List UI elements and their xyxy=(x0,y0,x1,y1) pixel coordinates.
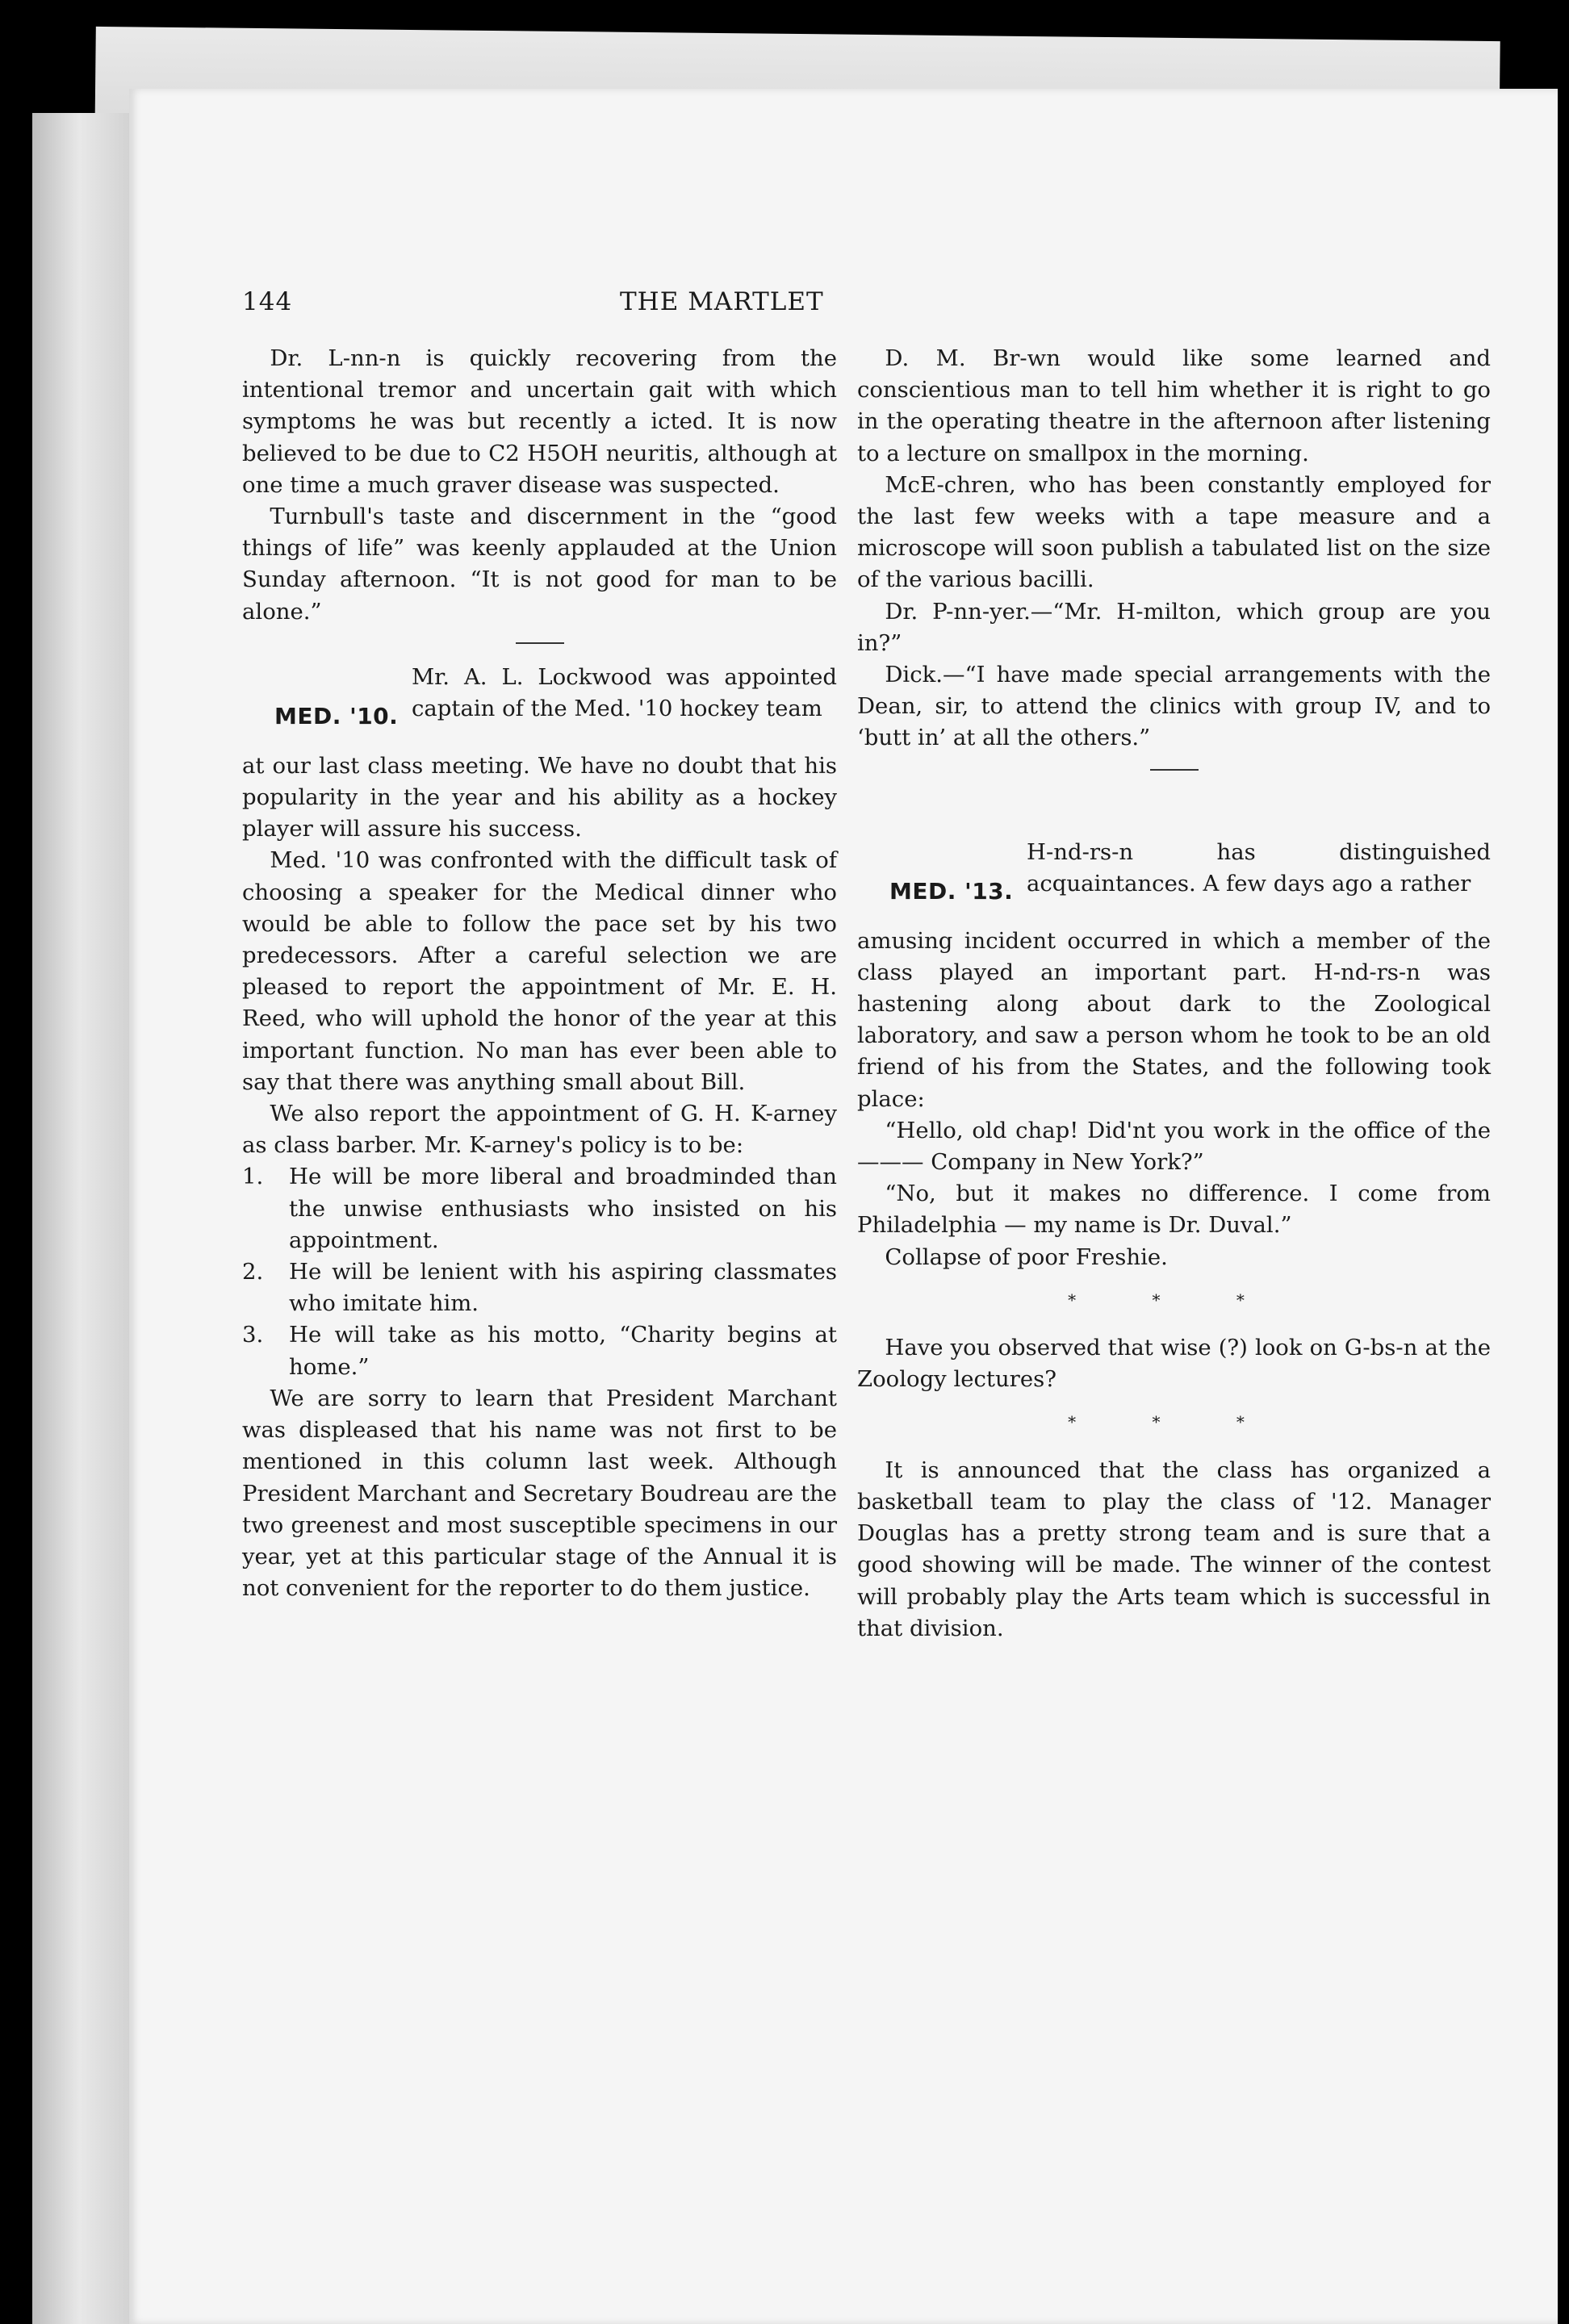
med10-heading: MED. '10. xyxy=(274,702,399,729)
list-number: 3. xyxy=(242,1322,264,1348)
list-text: He will take as his motto, “Charity begins at home.” xyxy=(289,1322,837,1380)
med10-heading-box xyxy=(242,662,412,750)
page-number: 144 xyxy=(242,287,293,316)
med13-section xyxy=(857,837,1491,1115)
paragraph-turnbull: Turnbull's taste and discernment in the “good things of life” was keenly applauded at the Union Sunday afternoon. “It is not good for man to be alone.” xyxy=(242,504,837,625)
paragraph-duval: “No, but it makes no difference. I come from Philadelphia — my name is Dr. Duval.” xyxy=(857,1181,1491,1239)
left-column xyxy=(242,343,837,1604)
list-number: 2. xyxy=(242,1259,264,1285)
list-number: 1. xyxy=(242,1164,264,1190)
list-text: He will be lenient with his aspiring classmates who imitate him. xyxy=(289,1259,837,1317)
paragraph-marchant: We are sorry to learn that President Marchant was displeased that his name was not first to be mentioned in this column last week. Although President Marchant and Secretary Boudreau are the two greenest and most susceptible specimens in our year, yet at this particular stage of the Annual it is not convenient for the reporter to do them justice. xyxy=(242,1385,837,1602)
section-divider xyxy=(516,642,564,644)
med10-rest: at our last class meeting. We have no doubt that his popularity in the year and his ability as a hockey player will assure his success. xyxy=(242,752,837,842)
paragraph-basketball: It is announced that the class has organized a basketball team to play the class of '12. Manager Douglas has a pretty strong team and is sure that a good showing will be made. The winner of the contest will probably play the Arts team which is successful in that division. xyxy=(857,1457,1491,1641)
asterism: * * * xyxy=(1068,1289,1280,1310)
paragraph-collapse: Collapse of poor Freshie. xyxy=(885,1244,1168,1270)
list-item xyxy=(242,1256,837,1319)
right-column xyxy=(857,343,1491,1645)
med13-intro: H-nd-rs-n has distinguished acquaintances. A few days ago a rather xyxy=(1027,838,1491,897)
list-item xyxy=(242,1319,837,1382)
paragraph-dick: Dick.—“I have made special arrangements with the Dean, sir, to attend the clinics with group IV, and to ‘butt in’ at all the others.” xyxy=(857,662,1491,751)
med10-intro: Mr. A. L. Lockwood was appointed captain of the Med. '10 hockey team xyxy=(412,663,837,722)
binding-edge xyxy=(32,113,137,2324)
med13-heading: MED. '13. xyxy=(889,877,1014,905)
paragraph-pennoyer: Dr. P-nn-yer.—“Mr. H-milton, which group are you in?” xyxy=(857,598,1491,656)
asterism: * * * xyxy=(1068,1412,1280,1432)
policy-list xyxy=(242,1161,837,1382)
section-divider xyxy=(1150,769,1199,771)
list-text: He will be more liberal and broadminded than the unwise enthusiasts who insisted on his appointment. xyxy=(289,1164,837,1253)
paragraph-speaker: Med. '10 was confronted with the difficult task of choosing a speaker for the Medical dinner who would be able to follow the pace set by his two predecessors. After a careful selection we are pleased to report the appointment of Mr. E. H. Reed, who will uphold the honor of the year at this important function. No man has ever been able to say that there was anything small about Bill. xyxy=(242,847,837,1095)
running-title: THE MARTLET xyxy=(620,287,824,316)
paragraph-hello: “Hello, old chap! Did'nt you work in the office of the ——— Company in New York?” xyxy=(857,1117,1491,1176)
list-item xyxy=(242,1161,837,1256)
med10-section xyxy=(242,662,837,846)
med13-rest: amusing incident occurred in which a member of the class played an important part. H-nd-rs-n was hastening along about dark to the Zoological laboratory, and saw a person whom he took to be an old friend of his from the States, and the following took place: xyxy=(857,927,1491,1112)
paragraph-lennon: Dr. L-nn-n is quickly recovering from the intentional tremor and uncertain gait with which symptoms he was but recently a icted. It is now believed to be due to C2 H5OH neuritis, although at one time a much graver disease was suspected. xyxy=(242,345,837,498)
paragraph-brown: D. M. Br-wn would like some learned and conscientious man to tell him whether it is right to go in the operating theatre in the afternoon after listening to a lecture on smallpox in the morning. xyxy=(857,345,1491,466)
med13-heading-box xyxy=(857,837,1027,926)
paragraph-barber: We also report the appointment of G. H. K-arney as class barber. Mr. K-arney's policy is to be: xyxy=(242,1101,837,1159)
paragraph-gibson: Have you observed that wise (?) look on G-bs-n at the Zoology lectures? xyxy=(857,1335,1491,1393)
paragraph-mceachren: McE-chren, who has been constantly employed for the last few weeks with a tape measure and a microscope will soon publish a tabulated list on the size of the various bacilli. xyxy=(857,471,1491,593)
